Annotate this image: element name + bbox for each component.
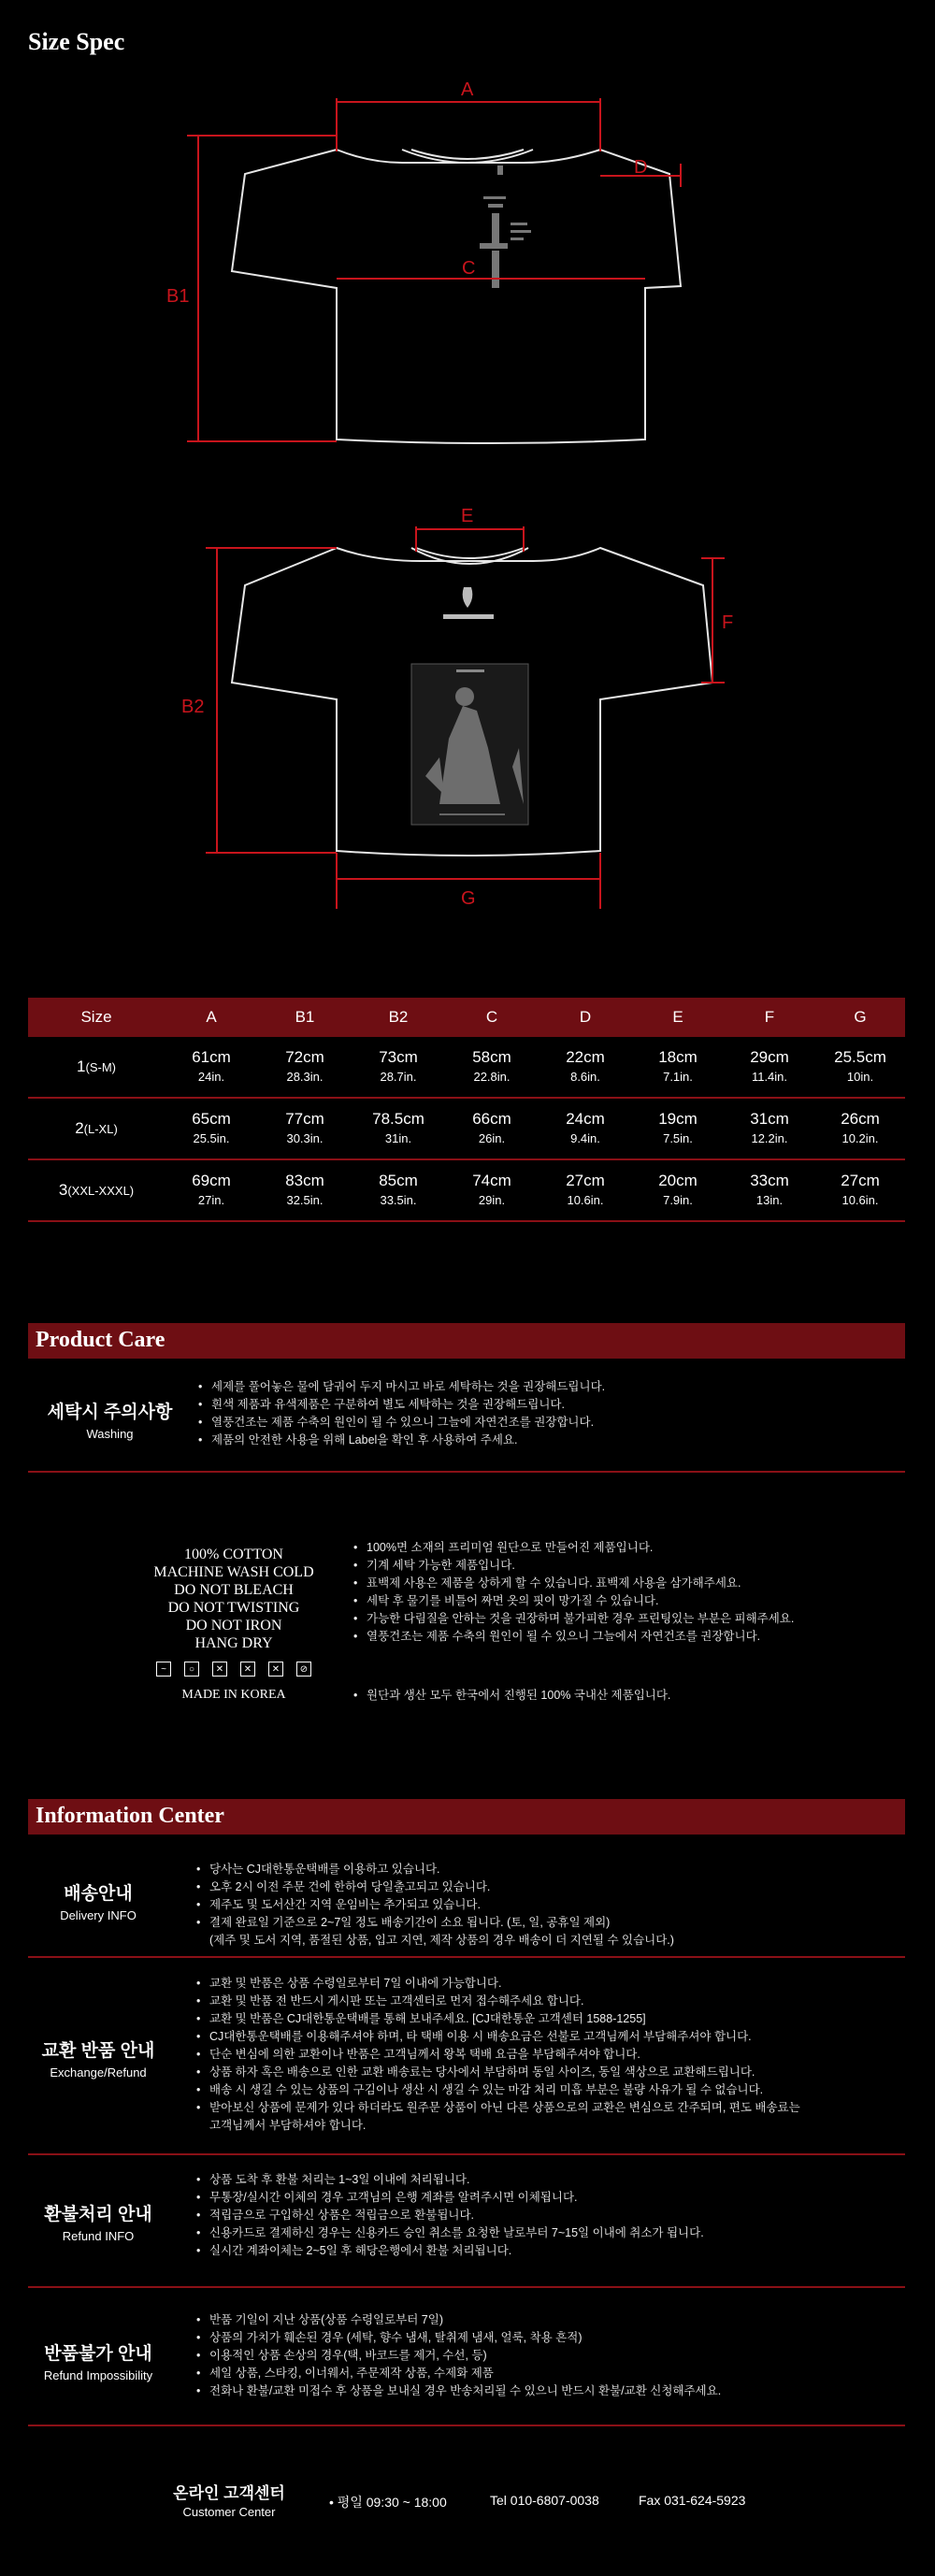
cell-inch: 33.5in. — [380, 1193, 417, 1207]
header-size: Size — [80, 1008, 112, 1026]
header-b1: B1 — [295, 1008, 315, 1026]
list-item: • 100%면 소재의 프리미엄 원단으로 만들어진 제품입니다. — [353, 1539, 905, 1557]
care-label-line: 100% COTTON — [184, 1547, 283, 1562]
customer-center — [159, 2480, 299, 2519]
size-diagram-1 — [0, 56, 935, 468]
list-item: • 전화나 환불/교환 미접수 후 상품을 보내실 경우 반송처리될 수 있으니 반드시 환불/교환 신청해주세요. — [196, 2382, 916, 2400]
list-item: • 가능한 다림질을 안하는 것을 권장하며 불가피한 경우 프린팅있는 부분은 피해주세요. — [353, 1610, 905, 1628]
cell-cm: 78.5cm — [372, 1110, 424, 1128]
list-item: • 열풍건조는 제품 수축의 원인이 될 수 있으니 그늘에 자연건조를 권장합니다. — [198, 1414, 890, 1432]
cell-inch: 31in. — [384, 1131, 412, 1145]
cell-cm: 22cm — [566, 1048, 605, 1066]
list-item: • 당사는 CJ대한통운택배를 이용하고 있습니다. — [196, 1861, 907, 1878]
exchange-label-ko: 교환 반품 안내 — [41, 2041, 155, 2061]
cell-inch: 28.3in. — [286, 1070, 324, 1084]
product-care-band — [28, 1323, 905, 1359]
hours-text: 평일 09:30 ~ 18:00 — [337, 2495, 447, 2510]
list-item: • 단순 변심에 의한 교환이나 반품은 고객님께서 왕복 택배 요금을 부담해주셔야 합니다. — [196, 2046, 916, 2064]
label-d: D — [634, 157, 648, 178]
product-care-title: Product Care — [36, 1328, 165, 1352]
cell-cm: 83cm — [285, 1172, 324, 1189]
cell-cm: 73cm — [379, 1048, 418, 1066]
list-item: • 상품 도착 후 환불 처리는 1~3일 이내에 처리됩니다. — [196, 2171, 916, 2189]
cell-inch: 27in. — [197, 1193, 225, 1207]
cell-inch: 28.7in. — [380, 1070, 417, 1084]
washing-label-en: Washing — [86, 1427, 134, 1441]
cell-cm: 20cm — [658, 1172, 698, 1189]
list-item: (제주 및 도서 지역, 품절된 상품, 입고 지연, 제작 상품의 경우 배송이 더 지연될 수 있습니다.) — [209, 1934, 674, 1947]
no-bleach-icon: ✕ — [212, 1662, 227, 1677]
exchange-list — [196, 1975, 916, 2135]
wash-tub-icon: ~ — [156, 1662, 171, 1677]
list-item: • 오후 2시 이전 주문 건에 한하여 당일출고되고 있습니다. — [196, 1878, 907, 1896]
washing-list — [198, 1378, 890, 1449]
refund-label-ko: 환불처리 안내 — [44, 2205, 152, 2224]
divider — [28, 2153, 905, 2155]
delivery-list — [196, 1861, 907, 1950]
refund-impossible-label-ko: 반품불가 안내 — [44, 2344, 152, 2364]
care-label-line: DO NOT TWISTING — [167, 1600, 300, 1616]
cell-cm: 26cm — [841, 1110, 880, 1128]
divider — [28, 2286, 905, 2288]
list-item: • 표백제 사용은 제품을 상하게 할 수 있습니다. 표백제 사용을 삼가해주세요. — [353, 1575, 905, 1592]
label-b1: B1 — [166, 286, 190, 307]
bullet-icon: • — [329, 2495, 338, 2510]
cell-inch: 10.2in. — [842, 1131, 879, 1145]
care-label — [122, 1546, 346, 1704]
refund-impossible-label-en: Refund Impossibility — [43, 2368, 153, 2382]
refund-label-en: Refund INFO — [62, 2229, 135, 2243]
list-item: • 세탁 후 물기를 비틀어 짜면 옷의 핏이 망가질 수 있습니다. — [353, 1592, 905, 1610]
list-item: • 교환 및 반품은 상품 수령일로부터 7일 이내에 가능합니다. — [196, 1975, 916, 1993]
label-f: F — [722, 612, 734, 633]
info-center-title: Information Center — [36, 1804, 224, 1828]
list-item: • 흰색 제품과 유색제품은 구분하여 별도 세탁하는 것을 권장해드립니다. — [198, 1396, 890, 1414]
table-row — [28, 1099, 905, 1160]
divider — [28, 1471, 905, 1473]
header-b2: B2 — [388, 1008, 409, 1026]
refund-impossible-label — [28, 2339, 168, 2382]
cell-inch: 25.5in. — [193, 1131, 230, 1145]
cell-inch: 10.6in. — [567, 1193, 604, 1207]
origin-list — [353, 1687, 905, 1705]
care-label-line: MACHINE WASH COLD — [153, 1564, 314, 1580]
cell-cm: 27cm — [566, 1172, 605, 1189]
cell-cm: 65cm — [192, 1110, 231, 1128]
cell-inch: 30.3in. — [286, 1131, 324, 1145]
made-in-korea: MADE IN KOREA — [181, 1688, 286, 1702]
customer-center-en: Customer Center — [182, 2505, 276, 2519]
label-c: C — [462, 258, 476, 279]
cell-cm: 58cm — [472, 1048, 511, 1066]
list-item: • 교환 및 반품은 CJ대한통운택배를 통해 보내주세요. [CJ대한통운 고객센터 1588-1255] — [196, 2010, 916, 2028]
care-label-list — [353, 1539, 905, 1646]
header-e: E — [672, 1008, 683, 1026]
washing-label-ko: 세탁시 주의사항 — [47, 1403, 173, 1422]
no-tumble-dry-icon: ⊘ — [296, 1662, 311, 1677]
refund-label — [28, 2200, 168, 2243]
delivery-label — [28, 1879, 168, 1922]
list-item: • 신용카드로 결제하신 경우는 신용카드 승인 취소를 요청한 날로부터 7~15일 이내에 취소가 됩니다. — [196, 2224, 916, 2242]
cell-inch: 24in. — [197, 1070, 225, 1084]
list-item: • 실시간 계좌이체는 2~5일 후 해당은행에서 환불 처리됩니다. — [196, 2242, 916, 2260]
size-table — [28, 998, 905, 1222]
refund-impossible-list — [196, 2311, 916, 2400]
cell-inch: 7.9in. — [663, 1193, 693, 1207]
header-f: F — [764, 1008, 775, 1026]
list-item: • 세일 상품, 스타킹, 이너웨서, 주문제작 상품, 수제화 제품 — [196, 2365, 916, 2382]
header-c: C — [485, 1008, 498, 1026]
care-symbols — [122, 1662, 346, 1677]
list-item: • 상품의 가치가 훼손된 경우 (세탁, 향수 냄새, 탈취제 냄새, 얼룩, 착용 흔적) — [196, 2329, 916, 2347]
washing-label — [28, 1398, 192, 1441]
care-label-line: DO NOT BLEACH — [174, 1582, 294, 1598]
size-cell: 3(XXL-XXXL) — [58, 1181, 135, 1199]
list-item: 고객님께서 부담하셔야 합니다. — [209, 2119, 367, 2132]
dry-clean-icon: ○ — [184, 1662, 199, 1677]
business-hours — [329, 2493, 447, 2511]
list-item: • 적립금으로 구입하신 상품은 적립금으로 환불됩니다. — [196, 2207, 916, 2224]
cell-cm: 33cm — [750, 1172, 789, 1189]
label-a: A — [461, 79, 474, 100]
cell-cm: 19cm — [658, 1110, 698, 1128]
cell-cm: 27cm — [841, 1172, 880, 1189]
label-e: E — [461, 506, 474, 526]
cell-cm: 69cm — [192, 1172, 231, 1189]
info-center-band — [28, 1799, 905, 1835]
list-item: • 결제 완료일 기준으로 2~7일 정도 배송기간이 소요 됩니다. (토, 일, 공휴일 제외) — [196, 1914, 907, 1932]
list-item: • 상품 하자 혹은 배송으로 인한 교환 배송료는 당사에서 부담하며 동일 사이즈, 동일 색상으로 교환해드립니다. — [196, 2064, 916, 2081]
list-item: • 열풍건조는 제품 수축의 원인이 될 수 있으니 그늘에서 자연건조를 권장합니다. — [353, 1628, 905, 1646]
cell-cm: 25.5cm — [834, 1048, 886, 1066]
list-item: • 무통장/실시간 이체의 경우 고객님의 은행 계좌를 알려주시면 이체됩니다. — [196, 2189, 916, 2207]
size-cell: 1(S-M) — [77, 1058, 116, 1075]
cell-inch: 7.1in. — [663, 1070, 693, 1084]
customer-center-ko: 온라인 고객센터 — [173, 2484, 285, 2502]
table-row — [28, 1037, 905, 1099]
care-label-line: DO NOT IRON — [185, 1618, 282, 1633]
header-d: D — [579, 1008, 592, 1026]
header-g: G — [854, 1008, 867, 1026]
cell-cm: 85cm — [379, 1172, 418, 1189]
phone-number[interactable]: Tel 010-6807-0038 — [490, 2493, 599, 2508]
divider — [28, 1956, 905, 1958]
care-label-line: HANG DRY — [194, 1635, 273, 1651]
list-item: • 교환 및 반품 전 반드시 게시판 또는 고객센터로 먼저 접수해주세요 합니다. — [196, 1993, 916, 2010]
size-cell: 2(L-XL) — [75, 1119, 118, 1137]
cell-inch: 12.2in. — [751, 1131, 788, 1145]
exchange-label — [28, 2036, 168, 2080]
cell-cm: 61cm — [192, 1048, 231, 1066]
list-item: • 배송 시 생길 수 있는 상품의 구김이나 생산 시 생길 수 있는 마감 처리 미흡 부분은 불량 사유가 될 수 없습니다. — [196, 2081, 916, 2099]
cell-inch: 22.8in. — [473, 1070, 511, 1084]
size-table-header — [28, 998, 905, 1037]
cell-inch: 11.4in. — [751, 1070, 788, 1084]
cell-inch: 32.5in. — [286, 1193, 324, 1207]
size-spec-title: Size Spec — [28, 28, 125, 55]
delivery-label-en: Delivery INFO — [60, 1908, 137, 1922]
header-a: A — [206, 1008, 217, 1026]
exchange-label-en: Exchange/Refund — [50, 2065, 147, 2080]
cell-cm: 31cm — [750, 1110, 789, 1128]
cell-inch: 26in. — [478, 1131, 506, 1145]
cell-cm: 24cm — [566, 1110, 605, 1128]
label-g: G — [461, 888, 476, 909]
delivery-label-ko: 배송안내 — [64, 1884, 133, 1904]
cell-cm: 74cm — [472, 1172, 511, 1189]
divider — [28, 2425, 905, 2426]
cell-cm: 18cm — [658, 1048, 698, 1066]
cell-cm: 77cm — [285, 1110, 324, 1128]
list-item: • 받아보신 상품에 문제가 있다 하더라도 원주문 상품이 아닌 다른 상품으로의 교환은 변심으로 간주되며, 편도 배송료는 — [196, 2099, 916, 2117]
list-item: • 반품 기일이 지난 상품(상품 수령일로부터 7일) — [196, 2311, 916, 2329]
label-b2: B2 — [181, 697, 205, 717]
cell-cm: 29cm — [750, 1048, 789, 1066]
table-row — [28, 1160, 905, 1222]
fax-number: Fax 031-624-5923 — [639, 2493, 746, 2508]
list-item: • 세제를 풀어놓은 물에 담궈어 두지 마시고 바로 세탁하는 것을 권장해드립니다. — [198, 1378, 890, 1396]
refund-list — [196, 2171, 916, 2260]
cell-inch: 13in. — [755, 1193, 784, 1207]
no-iron-icon: ✕ — [268, 1662, 283, 1677]
list-item: • 제품의 안전한 사용을 위해 Label을 확인 후 사용하여 주세요. — [198, 1432, 890, 1449]
list-item: • 이용적인 상품 손상의 경우(택, 바코드를 제거, 수선, 등) — [196, 2347, 916, 2365]
cell-inch: 29in. — [478, 1193, 506, 1207]
cell-cm: 66cm — [472, 1110, 511, 1128]
list-item: • CJ대한통운택배를 이용해주셔야 하며, 타 택배 이용 시 배송요금은 선불로 고객님께서 부담해주셔야 합니다. — [196, 2028, 916, 2046]
cell-inch: 10in. — [846, 1070, 874, 1084]
size-diagram-2 — [0, 496, 935, 926]
cell-cm: 72cm — [285, 1048, 324, 1066]
cell-inch: 7.5in. — [663, 1131, 693, 1145]
cell-inch: 9.4in. — [570, 1131, 600, 1145]
cell-inch: 10.6in. — [842, 1193, 879, 1207]
list-item: • 기계 세탁 가능한 제품입니다. — [353, 1557, 905, 1575]
cell-inch: 8.6in. — [570, 1070, 600, 1084]
list-item: • 원단과 생산 모두 한국에서 진행된 100% 국내산 제품입니다. — [353, 1687, 905, 1705]
no-wring-icon: ✕ — [240, 1662, 255, 1677]
list-item: • 제주도 및 도서산간 지역 운임비는 추가되고 있습니다. — [196, 1896, 907, 1914]
